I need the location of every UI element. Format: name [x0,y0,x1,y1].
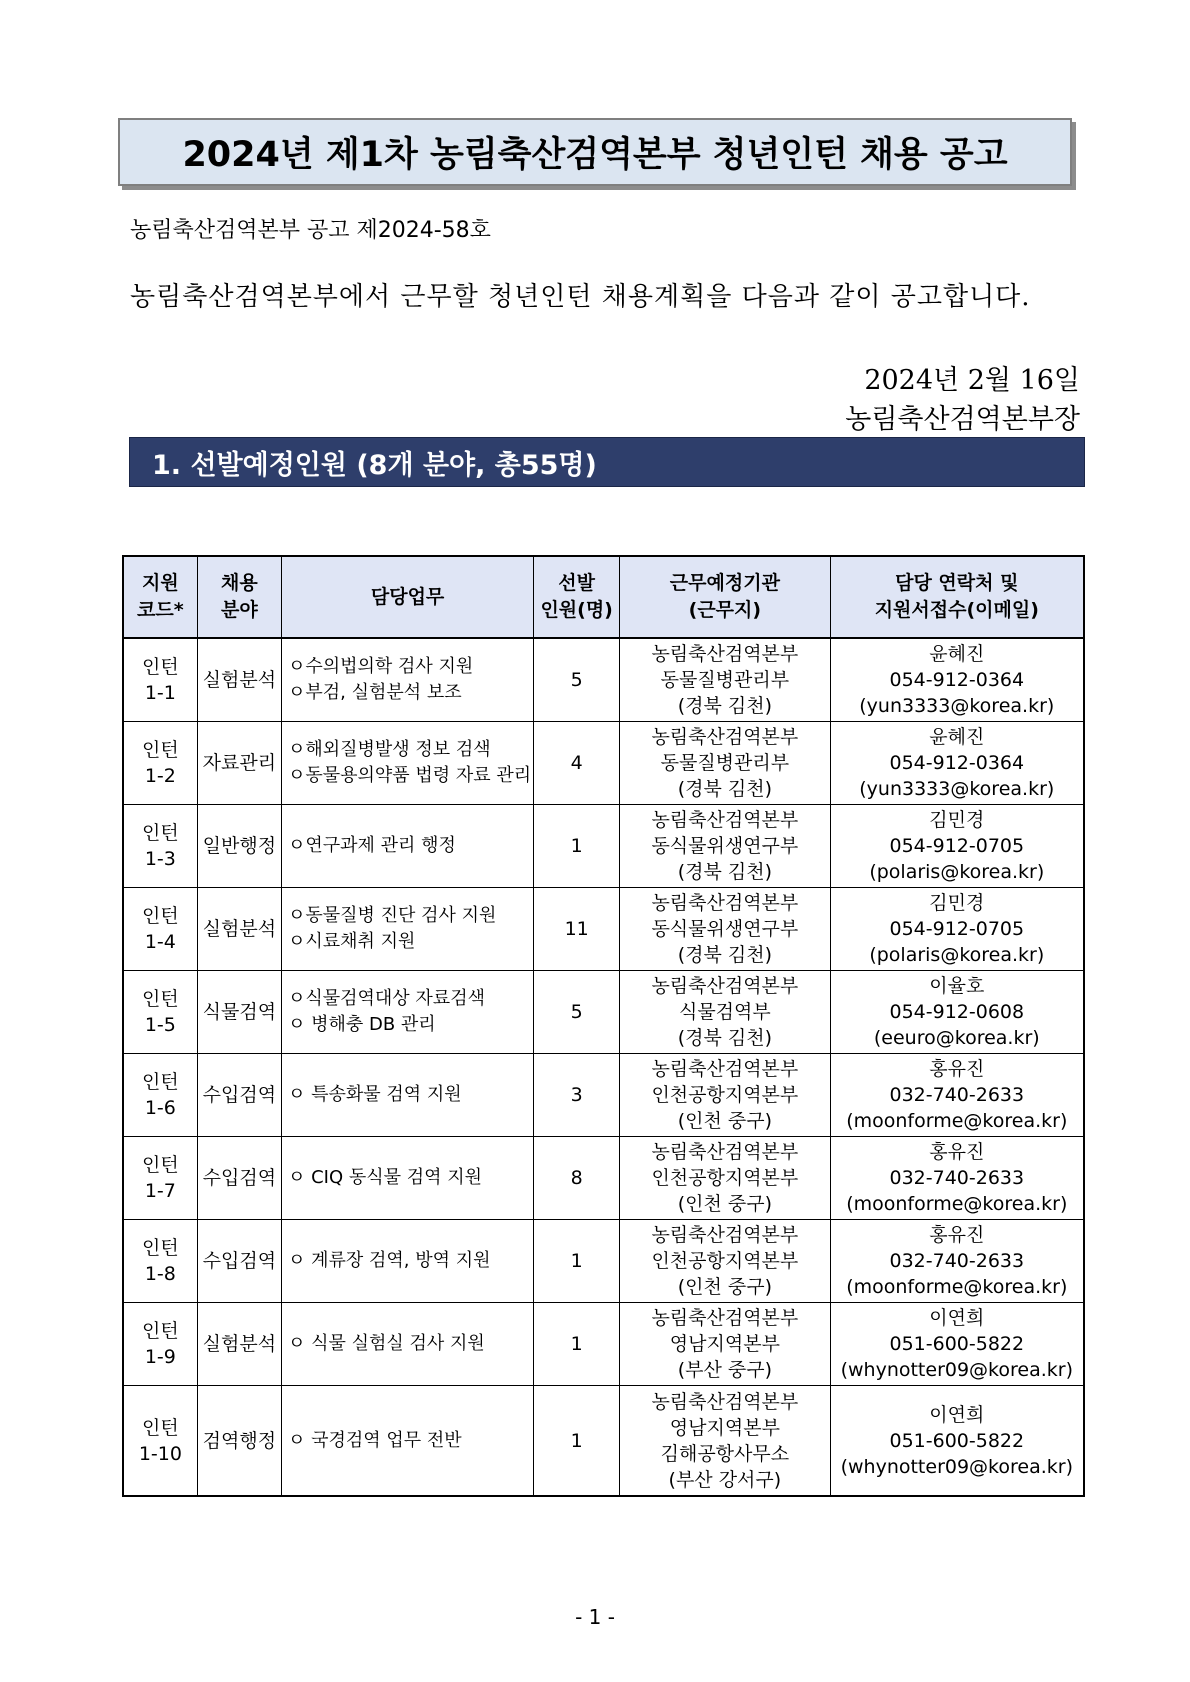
header-count: 선발 인원(명) [534,556,620,638]
table-row [123,1137,1084,1220]
cell-org: 농림축산검역본부 식물검역부 (경북 김천) [620,971,830,1054]
header-field: 채용 분야 [197,556,281,638]
cell-contact: 윤혜진 054-912-0364 (yun3333@korea.kr) [830,722,1084,805]
cell-duties: ㅇ 국경검역 업무 전반 [281,1386,533,1497]
cell-field: 자료관리 [197,722,281,805]
header-contact: 담당 연락처 및 지원서접수(이메일) [830,556,1084,638]
cell-duties: ㅇ동물질병 진단 검사 지원 ㅇ시료채취 지원 [281,888,533,971]
cell-code: 인턴 1-9 [123,1303,197,1386]
cell-contact: 홍유진 032-740-2633 (moonforme@korea.kr) [830,1054,1084,1137]
cell-org: 농림축산검역본부 인천공항지역본부 (인천 중구) [620,1137,830,1220]
cell-field: 일반행정 [197,805,281,888]
cell-org: 농림축산검역본부 인천공항지역본부 (인천 중구) [620,1054,830,1137]
cell-duties: ㅇ 특송화물 검역 지원 [281,1054,533,1137]
document-title: 2024년 제1차 농림축산검역본부 청년인턴 채용 공고 [118,118,1072,186]
cell-contact: 홍유진 032-740-2633 (moonforme@korea.kr) [830,1137,1084,1220]
cell-duties: ㅇ 계류장 검역, 방역 지원 [281,1220,533,1303]
table-row [123,971,1084,1054]
cell-count: 8 [534,1137,620,1220]
section-heading: 1. 선발예정인원 (8개 분야, 총55명) [129,437,1085,487]
intro-text: 농림축산검역본부에서 근무할 청년인턴 채용계획을 다음과 같이 공고합니다. [130,282,1031,312]
cell-field: 식물검역 [197,971,281,1054]
cell-contact: 이연희 051-600-5822 (whynotter09@korea.kr) [830,1303,1084,1386]
cell-duties: ㅇ식물검역대상 자료검색 ㅇ 병해충 DB 관리 [281,971,533,1054]
cell-org: 농림축산검역본부 영남지역본부 (부산 중구) [620,1303,830,1386]
cell-duties: ㅇ연구과제 관리 행정 [281,805,533,888]
cell-field: 실험분석 [197,638,281,722]
cell-code: 인턴 1-3 [123,805,197,888]
table-row [123,722,1084,805]
table-header-row [123,556,1084,638]
cell-code: 인턴 1-10 [123,1386,197,1497]
cell-org: 농림축산검역본부 동식물위생연구부 (경북 김천) [620,888,830,971]
cell-contact: 윤혜진 054-912-0364 (yun3333@korea.kr) [830,638,1084,722]
cell-field: 실험분석 [197,1303,281,1386]
cell-count: 5 [534,971,620,1054]
header-duties: 담당업무 [281,556,533,638]
cell-org: 농림축산검역본부 인천공항지역본부 (인천 중구) [620,1220,830,1303]
cell-count: 11 [534,888,620,971]
table-row [123,638,1084,722]
cell-field: 수입검역 [197,1137,281,1220]
table-row [123,1303,1084,1386]
cell-contact: 김민경 054-912-0705 (polaris@korea.kr) [830,888,1084,971]
recruitment-table [122,555,1085,1497]
cell-code: 인턴 1-7 [123,1137,197,1220]
cell-code: 인턴 1-1 [123,638,197,722]
notice-number: 농림축산검역본부 공고 제2024-58호 [130,218,491,243]
header-org: 근무예정기관 (근무지) [620,556,830,638]
cell-code: 인턴 1-6 [123,1054,197,1137]
cell-duties: ㅇ수의법의학 검사 지원 ㅇ부검, 실험분석 보조 [281,638,533,722]
cell-count: 3 [534,1054,620,1137]
cell-count: 1 [534,1220,620,1303]
cell-org: 농림축산검역본부 동물질병관리부 (경북 김천) [620,722,830,805]
cell-duties: ㅇ 식물 실험실 검사 지원 [281,1303,533,1386]
cell-count: 1 [534,1386,620,1497]
cell-code: 인턴 1-5 [123,971,197,1054]
cell-contact: 이연희 051-600-5822 (whynotter09@korea.kr) [830,1386,1084,1497]
table-row [123,1386,1084,1497]
table-row [123,805,1084,888]
cell-org: 농림축산검역본부 영남지역본부 김해공항사무소 (부산 강서구) [620,1386,830,1497]
cell-field: 검역행정 [197,1386,281,1497]
header-code: 지원 코드* [123,556,197,638]
cell-org: 농림축산검역본부 동물질병관리부 (경북 김천) [620,638,830,722]
cell-duties: ㅇ CIQ 동식물 검역 지원 [281,1137,533,1220]
cell-field: 수입검역 [197,1054,281,1137]
cell-code: 인턴 1-2 [123,722,197,805]
table-row [123,1054,1084,1137]
cell-count: 1 [534,1303,620,1386]
cell-field: 수입검역 [197,1220,281,1303]
cell-contact: 김민경 054-912-0705 (polaris@korea.kr) [830,805,1084,888]
table-row [123,1220,1084,1303]
cell-count: 1 [534,805,620,888]
cell-field: 실험분석 [197,888,281,971]
cell-duties: ㅇ해외질병발생 정보 검색 ㅇ동물용의약품 법령 자료 관리 [281,722,533,805]
cell-count: 5 [534,638,620,722]
cell-org: 농림축산검역본부 동식물위생연구부 (경북 김천) [620,805,830,888]
cell-code: 인턴 1-8 [123,1220,197,1303]
cell-code: 인턴 1-4 [123,888,197,971]
page-number: - 1 - [575,1605,615,1629]
signer: 농림축산검역본부장 [845,404,1080,435]
notice-date: 2024년 2월 16일 [864,365,1080,396]
table-row [123,888,1084,971]
cell-contact: 홍유진 032-740-2633 (moonforme@korea.kr) [830,1220,1084,1303]
cell-contact: 이율호 054-912-0608 (eeuro@korea.kr) [830,971,1084,1054]
cell-count: 4 [534,722,620,805]
